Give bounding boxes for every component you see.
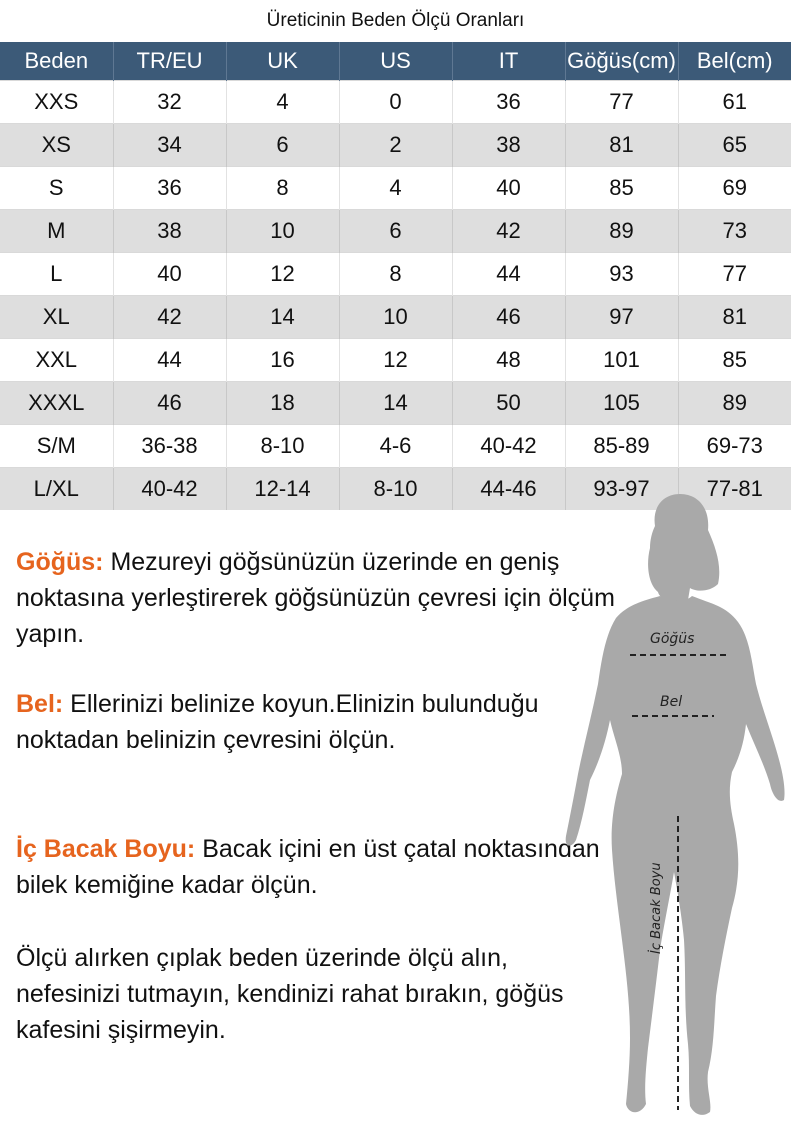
table-cell: 77 [678, 253, 791, 296]
column-header: UK [226, 42, 339, 81]
table-cell: 85-89 [565, 425, 678, 468]
table-cell: 77 [565, 81, 678, 124]
table-cell: 65 [678, 124, 791, 167]
table-title: Üreticinin Beden Ölçü Oranları [266, 10, 525, 31]
table-cell: 36-38 [113, 425, 226, 468]
table-cell: 12 [339, 339, 452, 382]
column-header: US [339, 42, 452, 81]
chest-figure-label: Göğüs [650, 631, 695, 647]
table-cell: 18 [226, 382, 339, 425]
table-cell: 101 [565, 339, 678, 382]
size-label-cell: XXS [0, 81, 113, 124]
table-cell: 8-10 [226, 425, 339, 468]
waist-instruction [16, 686, 616, 758]
waist-text: Ellerinizi belinize koyun.Elinizin bulunduğu noktadan belinizin çevresini ölçün. [16, 690, 539, 754]
column-header: TR/EU [113, 42, 226, 81]
table-cell: 4-6 [339, 425, 452, 468]
inseam-figure-label: İç Bacak Boyu [649, 862, 664, 954]
table-cell: 105 [565, 382, 678, 425]
size-label-cell: XXXL [0, 382, 113, 425]
silhouette-icon [560, 488, 791, 1118]
table-cell: 69 [678, 167, 791, 210]
table-cell: 97 [565, 296, 678, 339]
silhouette-head [648, 494, 719, 601]
table-cell: 93 [565, 253, 678, 296]
table-cell: 40-42 [113, 468, 226, 511]
column-header: Bel(cm) [678, 42, 791, 81]
table-cell: 36 [452, 81, 565, 124]
table-cell: 42 [452, 210, 565, 253]
table-cell: 40-42 [452, 425, 565, 468]
waist-figure-label: Bel [660, 694, 683, 710]
table-row [0, 81, 791, 124]
table-cell: 12 [226, 253, 339, 296]
inseam-instruction [16, 831, 616, 903]
body-silhouette-figure [560, 488, 791, 1118]
size-label-cell: S [0, 167, 113, 210]
table-cell: 38 [452, 124, 565, 167]
table-cell: 36 [113, 167, 226, 210]
table-cell: 14 [226, 296, 339, 339]
table-cell: 4 [226, 81, 339, 124]
table-cell: 14 [339, 382, 452, 425]
table-cell: 46 [113, 382, 226, 425]
size-label-cell: L [0, 253, 113, 296]
table-cell: 44 [452, 253, 565, 296]
table-cell: 81 [678, 296, 791, 339]
table-cell: 81 [565, 124, 678, 167]
size-label-cell: M [0, 210, 113, 253]
table-cell: 0 [339, 81, 452, 124]
table-row [0, 296, 791, 339]
table-cell: 42 [113, 296, 226, 339]
table-header-row [0, 42, 791, 81]
table-row [0, 167, 791, 210]
measure-note: Ölçü alırken çıplak beden üzerinde ölçü alın, nefesinizi tutmayın, kendinizi rahat bırakın, göğüs kafesini şişirmeyin. [16, 944, 564, 1044]
table-cell: 89 [565, 210, 678, 253]
table-cell: 85 [678, 339, 791, 382]
size-chart-table [0, 42, 791, 510]
chest-text: Mezureyi göğsünüzün üzerinde en geniş noktasına yerleştirerek göğsünüzün çevresi için ölçüm yapın. [16, 548, 615, 648]
size-label-cell: XL [0, 296, 113, 339]
table-row [0, 124, 791, 167]
table-cell: 8 [226, 167, 339, 210]
column-header: Beden [0, 42, 113, 81]
table-cell: 34 [113, 124, 226, 167]
chest-label: Göğüs: [16, 548, 104, 576]
size-label-cell: L/XL [0, 468, 113, 511]
table-cell: 10 [339, 296, 452, 339]
table-cell: 48 [452, 339, 565, 382]
table-cell: 73 [678, 210, 791, 253]
table-cell: 50 [452, 382, 565, 425]
table-cell: 8 [339, 253, 452, 296]
table-cell: 4 [339, 167, 452, 210]
table-row [0, 425, 791, 468]
chest-instruction [16, 544, 616, 652]
table-cell: 44 [113, 339, 226, 382]
size-label-cell: XXL [0, 339, 113, 382]
waist-label: Bel: [16, 690, 64, 718]
table-row [0, 382, 791, 425]
table-cell: 46 [452, 296, 565, 339]
table-cell: 38 [113, 210, 226, 253]
table-row [0, 339, 791, 382]
table-cell: 40 [452, 167, 565, 210]
size-label-cell: S/M [0, 425, 113, 468]
table-cell: 44-46 [452, 468, 565, 511]
column-header: IT [452, 42, 565, 81]
table-row [0, 253, 791, 296]
silhouette-body [566, 596, 785, 1115]
table-cell: 10 [226, 210, 339, 253]
column-header: Göğüs(cm) [565, 42, 678, 81]
table-cell: 6 [339, 210, 452, 253]
inseam-label: İç Bacak Boyu: [16, 835, 196, 863]
table-cell: 16 [226, 339, 339, 382]
table-row [0, 210, 791, 253]
table-cell: 40 [113, 253, 226, 296]
table-cell: 85 [565, 167, 678, 210]
inseam-text: Bacak içini en üst çatal noktasından bilek kemiğine kadar ölçün. [16, 835, 600, 899]
table-cell: 93-97 [565, 468, 678, 511]
table-cell: 77-81 [678, 468, 791, 511]
table-cell: 6 [226, 124, 339, 167]
table-cell: 69-73 [678, 425, 791, 468]
table-cell: 61 [678, 81, 791, 124]
table-cell: 32 [113, 81, 226, 124]
table-cell: 8-10 [339, 468, 452, 511]
size-label-cell: XS [0, 124, 113, 167]
table-cell: 2 [339, 124, 452, 167]
table-cell: 12-14 [226, 468, 339, 511]
table-cell: 89 [678, 382, 791, 425]
